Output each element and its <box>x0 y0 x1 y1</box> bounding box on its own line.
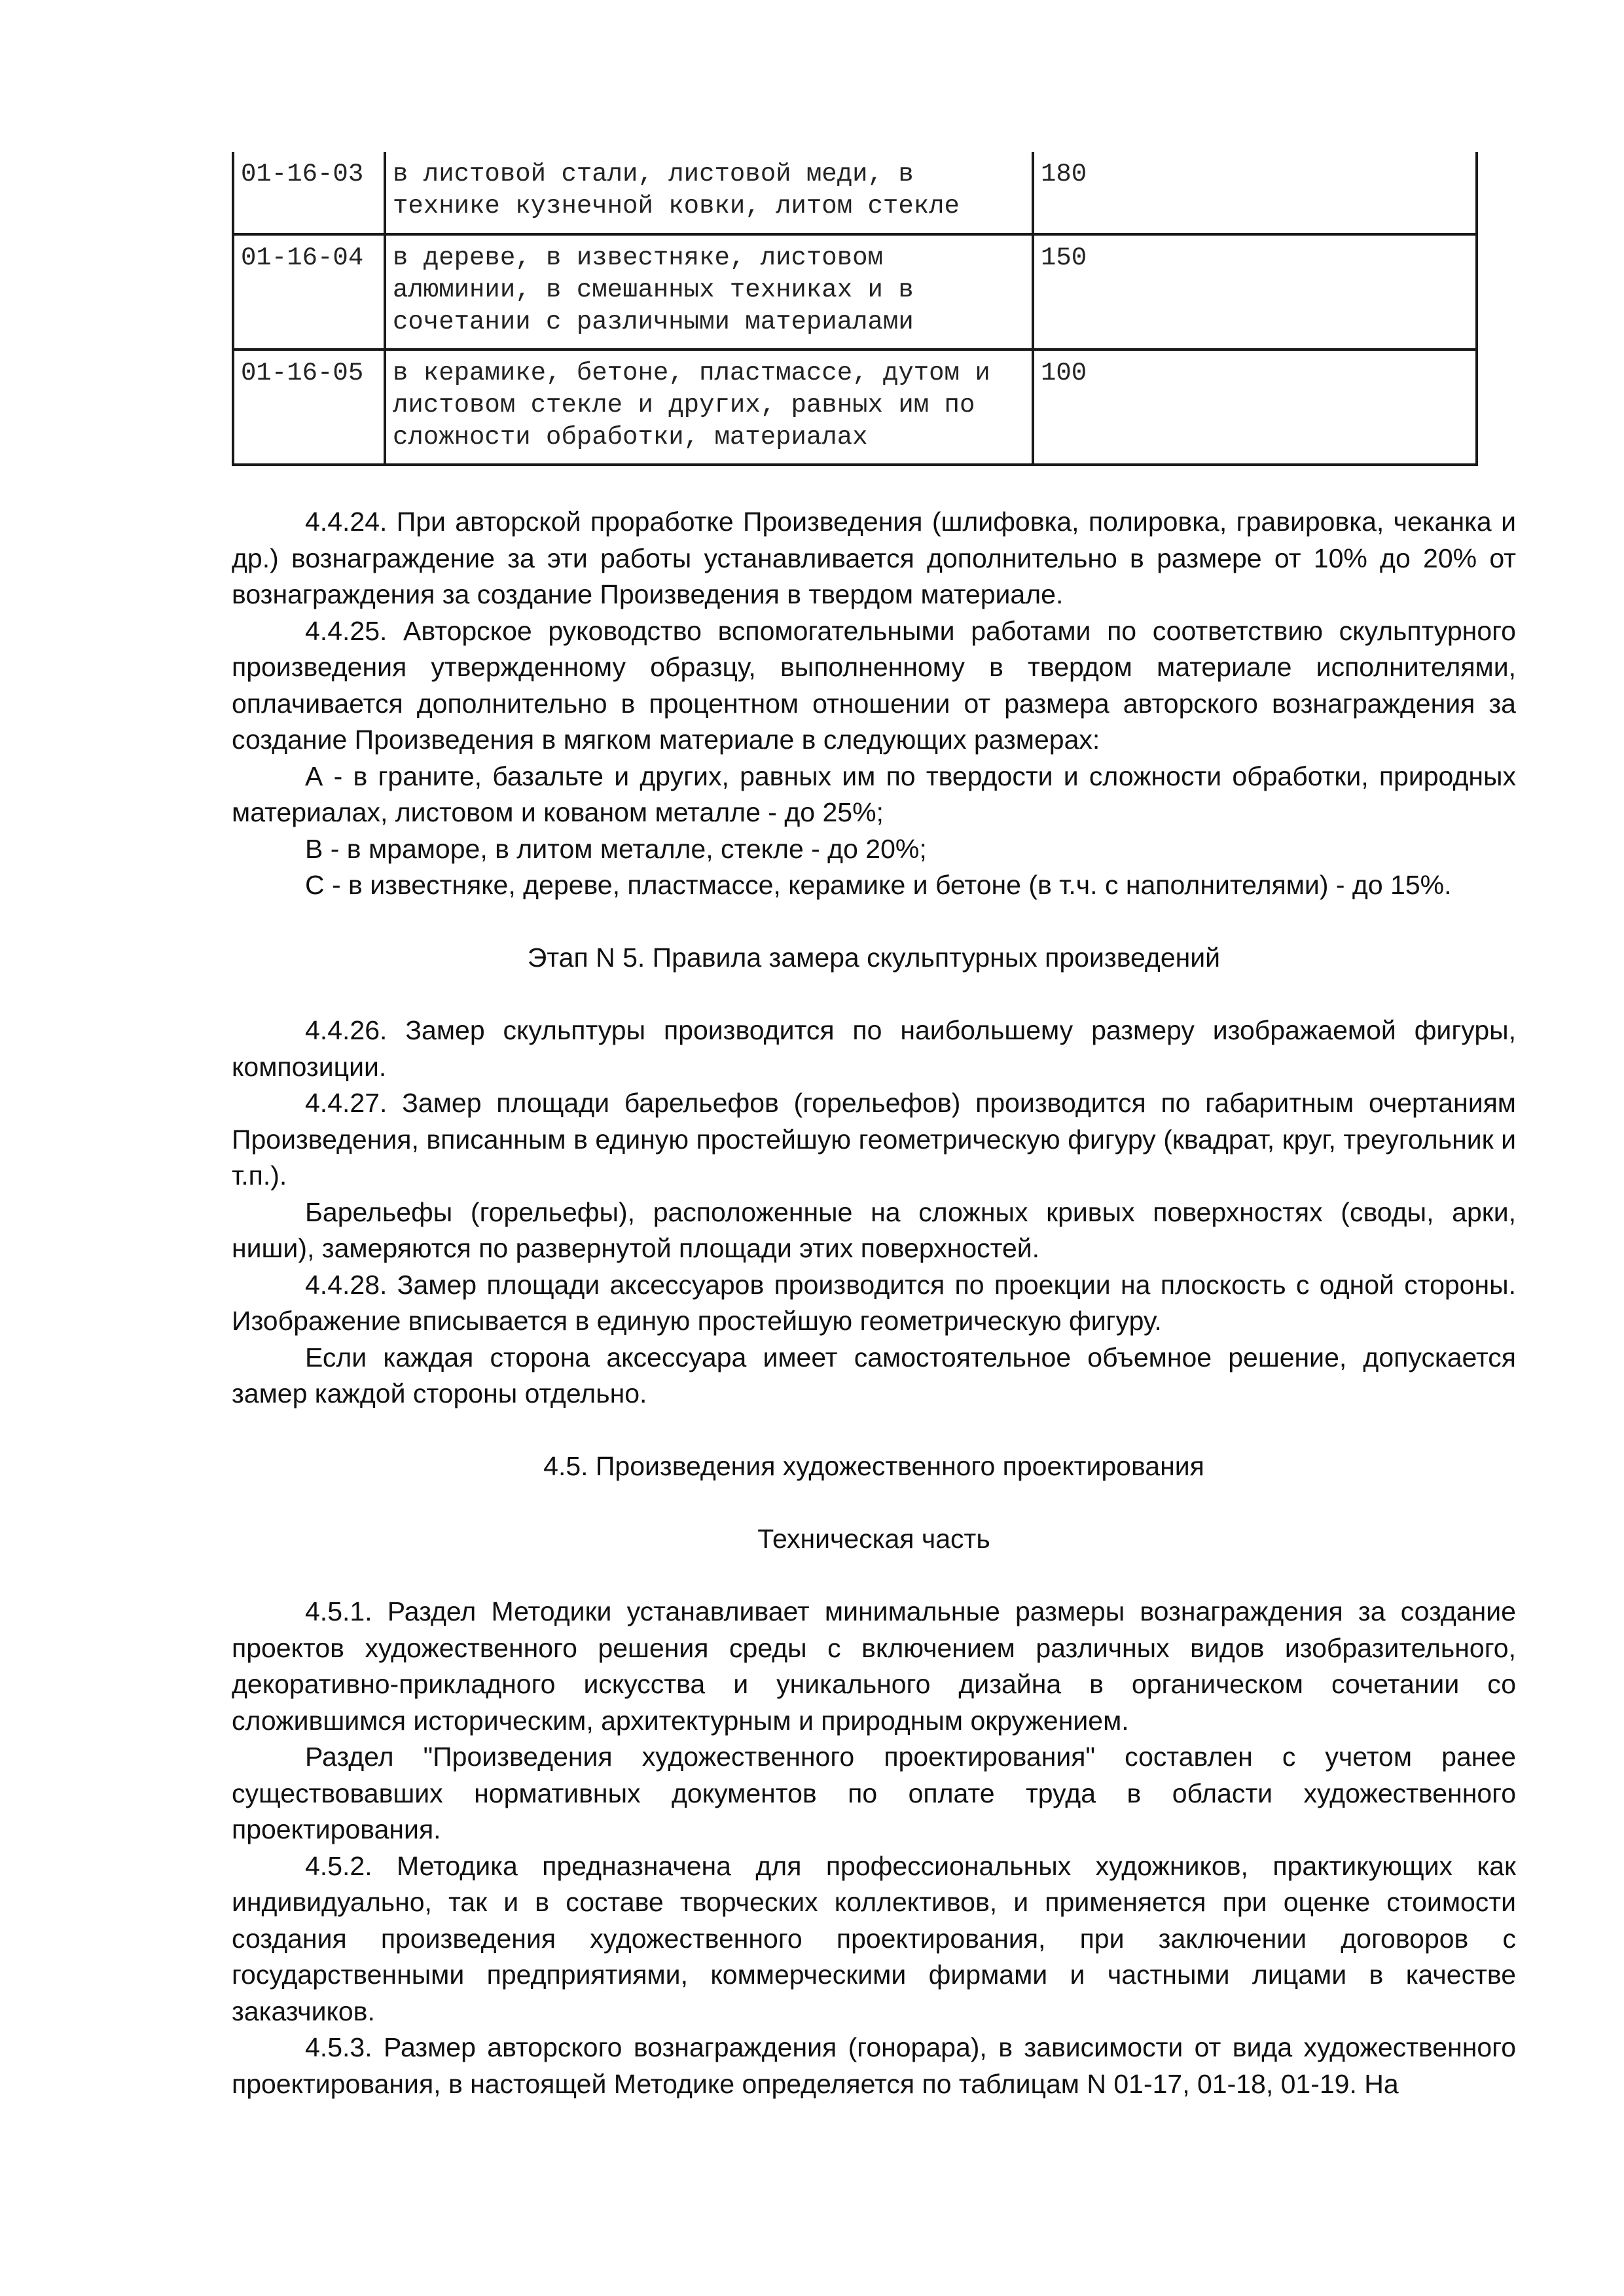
paragraph-4-5-2: 4.5.2. Методика предназначена для профессиональных художников, практикующих как индивидуально, так и в составе творческих коллективов, и применяется при оценке стоимости создания произведения художественного проектирования, при заключении договоров с государственными предприятиями, коммерческими фирмами и частными лицами в качестве заказчиков. <box>232 1850 1516 2026</box>
table-cell-desc: в листовой стали, листовой меди, в технике кузнечной ковки, литом стекле <box>385 152 1033 234</box>
heading-section-4-5: 4.5. Произведения художественного проектирования <box>543 1451 1204 1481</box>
heading-technical-part: Техническая часть <box>757 1524 990 1554</box>
paragraph-4-4-28: 4.4.28. Замер площади аксессуаров производится по проекции на плоскость с одной стороны. Изображение вписывается в единую простейшую геометрическую фигуру. <box>232 1269 1516 1336</box>
paragraph-section-note: Раздел "Произведения художественного проектирования" составлен с учетом ранее существовавших нормативных документов по оплате труда в области художественного проектирования. <box>232 1742 1516 1844</box>
paragraph-item-c: С - в известняке, дереве, пластмассе, керамике и бетоне (в т.ч. с наполнителями) - до 15%. <box>305 870 1452 900</box>
table-cell-value: 180 <box>1033 152 1477 234</box>
table-cell-desc: в дереве, в известняке, листовом алюминии, в смешанных техниках и в сочетании с различными материалами <box>385 234 1033 350</box>
paragraph-4-4-25: 4.4.25. Авторское руководство вспомогательными работами по соответствию скульптурного произведения утвержденному образцу, выполненному в твердом материале исполнителями, оплачивается дополнительно в процентном отношении от размера авторского вознаграждения за создание Произведения в мягком материале в следующих размерах: <box>232 615 1516 755</box>
rate-table <box>232 152 1478 466</box>
table-cell-value: 100 <box>1033 350 1477 465</box>
paragraph-reliefs: Барельефы (горельефы), расположенные на сложных кривых поверхностях (своды, арки, ниши), замеряются по развернутой площади этих поверхностей. <box>232 1196 1516 1263</box>
table-cell-desc: в керамике, бетоне, пластмассе, дутом и листовом стекле и других, равных им по сложности обработки, материалах <box>385 350 1033 465</box>
paragraph-item-a: А - в граните, базальте и других, равных им по твердости и сложности обработки, природных материалах, листовом и кованом металле - до 25%; <box>232 761 1516 827</box>
paragraph-4-4-24: 4.4.24. При авторской проработке Произведения (шлифовка, полировка, гравировка, чеканка и др.) вознаграждение за эти работы устанавливается дополнительно в размере от 10% до 20% от вознаграждения за создание Произведения в твердом материале. <box>232 507 1516 609</box>
table-row <box>233 234 1477 350</box>
paragraph-item-b: В - в мраморе, в литом металле, стекле - до 20%; <box>305 833 927 864</box>
table-row <box>233 350 1477 465</box>
table-cell-value: 150 <box>1033 234 1477 350</box>
paragraph-each-side: Если каждая сторона аксессуара имеет самостоятельное объемное решение, допускается замер каждой стороны отдельно. <box>232 1342 1516 1408</box>
paragraph-4-5-3: 4.5.3. Размер авторского вознаграждения (гонорара), в зависимости от вида художественного проектирования, в настоящей Методике определяется по таблицам N 01-17, 01-18, 01-19. На <box>232 2032 1516 2099</box>
table-cell-code: 01-16-03 <box>233 152 385 234</box>
heading-stage-5: Этап N 5. Правила замера скульптурных произведений <box>527 942 1221 973</box>
table-cell-code: 01-16-04 <box>233 234 385 350</box>
table-row <box>233 152 1477 234</box>
paragraph-4-5-1: 4.5.1. Раздел Методики устанавливает минимальные размеры вознаграждения за создание проектов художественного решения среды с включением различных видов изобразительного, декоративно-прикладного искусства и уникального дизайна в органическом сочетании со сложившимся историческим, архитектурным и природным окружением. <box>232 1596 1516 1736</box>
body-text <box>232 504 1516 2102</box>
table-cell-code: 01-16-05 <box>233 350 385 465</box>
paragraph-4-4-27: 4.4.27. Замер площади барельефов (горельефов) производится по габаритным очертаниям Произведения, вписанным в единую простейшую геометрическую фигуру (квадрат, круг, треугольник и т.п.). <box>232 1088 1516 1191</box>
paragraph-4-4-26: 4.4.26. Замер скульптуры производится по наибольшему размеру изображаемой фигуры, композиции. <box>232 1015 1516 1082</box>
